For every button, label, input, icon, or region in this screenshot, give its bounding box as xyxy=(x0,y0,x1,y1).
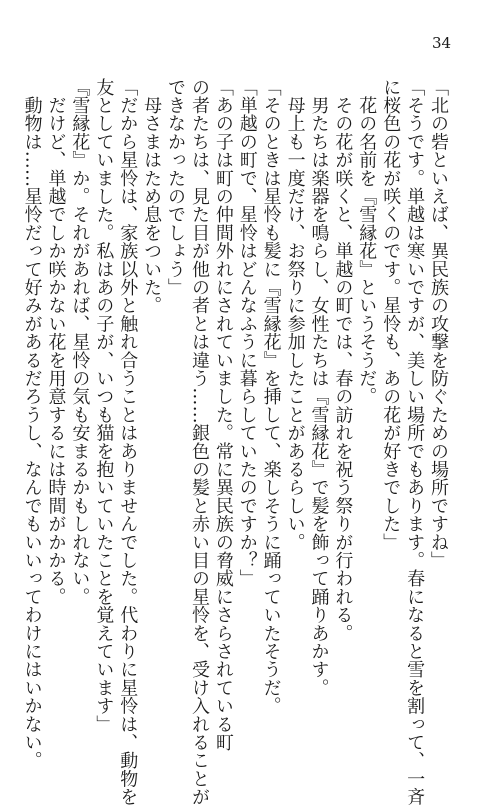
text-line: 『雪縁花』か。それがあれば、星怜の気も安まるかもしれない。 xyxy=(69,78,91,606)
text-line: に桜色の花が咲くのです。星怜も、あの花が好きでした」 xyxy=(380,78,402,552)
text-line: だけど、単越でしか咲かない花を用意するには時間がかかる。 xyxy=(45,78,67,606)
page-number: 34 xyxy=(432,34,452,52)
text-line: 「北の砦といえば、異民族の攻撃を防ぐための場所ですね」 xyxy=(428,78,449,570)
text-line: 「あの子は町の仲間外れにされていました。常に異民族の脅威にさらされている町 xyxy=(212,78,234,752)
text-line: 「そうです。単越は寒いですが、美しい場所でもあります。春になると雪を割って、一斉 xyxy=(404,78,426,806)
text-line: 友としていました。私はあの子が、いつも猫を抱いていたことを覚えています」 xyxy=(93,78,115,734)
text-line: 「単越の町で、星怜はどんなふうに暮らしていたのですか？」 xyxy=(236,78,258,588)
text-line: できなかったのでしょう」 xyxy=(165,78,187,297)
text-line: 母さまはため息をついた。 xyxy=(141,78,163,315)
text-line: その花が咲くと、単越の町では、春の訪れを祝う祭りが行われる。 xyxy=(332,78,354,643)
text-line: 母上も一度だけ、お祭りに参加したことがあるらしい。 xyxy=(284,78,306,552)
vertical-text-body xyxy=(21,78,450,806)
text-line: 動物は……星怜だって好みがあるだろうし、なんでもいいってわけにはいかない。 xyxy=(21,78,43,770)
text-line: 「だから星怜は、家族以外と触れ合うことはありませんでした。代わりに星怜は、動物を xyxy=(117,78,139,806)
text-line: の者たちは、見た目が他の者とは違う……銀色の髪と赤い目の星怜を、受け入れることが xyxy=(188,78,210,806)
text-line: 花の名前を『雪縁花』というそうだ。 xyxy=(356,78,378,406)
text-line: 「そのときは星怜も髪に『雪縁花』を挿して、楽しそうに踊っていたそうだ。 xyxy=(260,78,282,715)
text-line: 男たちは楽器を鳴らし、女性たちは『雪縁花』で髪を飾って踊りあかす。 xyxy=(308,78,330,697)
